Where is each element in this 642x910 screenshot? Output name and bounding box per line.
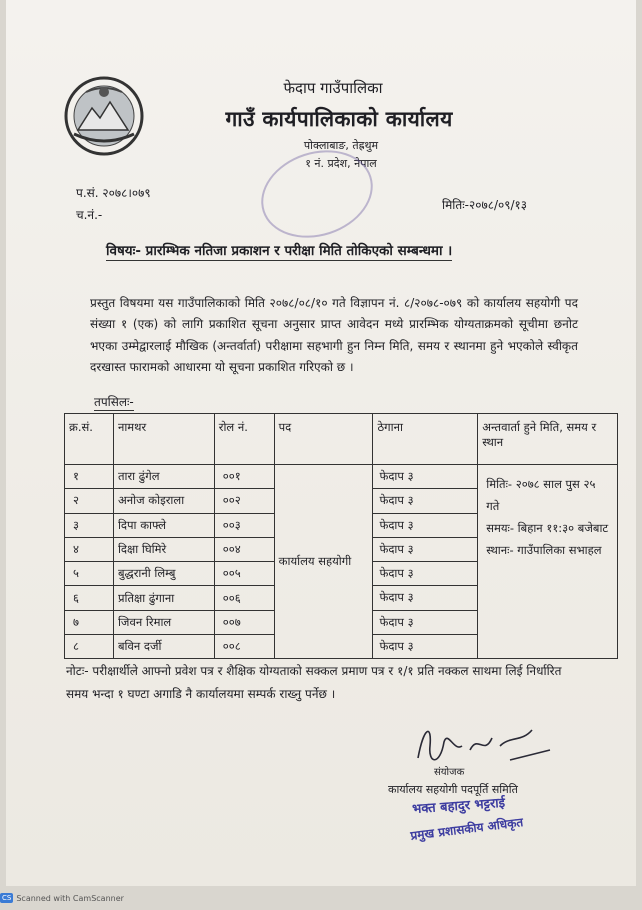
table-row [65, 465, 618, 489]
cell-roll: ००३ [214, 513, 274, 537]
subject-line: विषयः- प्रारम्भिक नतिजा प्रकाशन र परीक्षा मिति तोकिएको सम्बन्धमा । [106, 243, 453, 259]
cell-sn: ८ [65, 635, 114, 659]
cell-roll: ००७ [214, 610, 274, 634]
cell-post: कार्यालय सहयोगी [274, 465, 373, 659]
cell-address: फेदाप ३ [373, 465, 477, 489]
table-header-row [65, 414, 618, 465]
header-schedule: अन्तवार्ता हुने मिति, समय र स्थान [478, 414, 618, 465]
cell-roll: ००२ [214, 489, 274, 513]
letter-date: मितिः-२०७८/०९/१३ [442, 198, 527, 212]
cell-address: फेदाप ३ [373, 538, 477, 562]
cell-name: प्रतिक्षा ढुंगाना [113, 586, 214, 610]
cell-sn: ३ [65, 513, 114, 537]
office-title: गाउँ कार्यपालिकाको कार्यालय [225, 107, 453, 131]
cell-address: फेदाप ३ [373, 489, 477, 513]
office-province: १ नं. प्रदेश, नेपाल [305, 157, 377, 170]
cell-sn: ४ [65, 537, 114, 561]
dispatch-number: च.नं.- [76, 208, 103, 222]
cell-roll: ००६ [214, 586, 274, 610]
reference-number: प.सं. २०७८।०७९ [76, 186, 151, 200]
cell-address: फेदाप ३ [373, 562, 477, 586]
schedule-time: समयः- बिहान ११:३० बजेबाट [486, 521, 609, 535]
body-paragraph: प्रस्तुत विषयमा यस गाउँपालिकाको मिति २०७८/०८/१० गते विज्ञापन नं. ८/२०७८-०७९ को कार्यालय सहयोगी पद संख्या १ (एक) को लागि प्रकाशित सूचना अनुसार प्राप्त आवेदन मध्ये प्रारम्भिक योग्यताक्रमको सूचीमा छनोट भएका उम्मेद्वारलाई मौखिक (अन्तर्वार्ता) परीक्षामा सहभागी हुन निम्न मिति, समय र स्थानमा हुने भएकोले स्वीकृत दरखास्त फारामको आधारमा यो सूचना प्रकाशित गरिएको छ । [90, 296, 578, 375]
cell-sn: १ [65, 465, 114, 489]
document-page [6, 0, 636, 886]
officer-title-stamp: प्रमुख प्रशासकीय अधिकृत [409, 815, 524, 843]
schedule-date: मितिः- २०७८ साल पुस २५ गते [486, 477, 596, 513]
scanner-footer [0, 893, 124, 903]
signature-label: संयोजक [434, 767, 465, 778]
schedule-cell [478, 465, 618, 659]
note-paragraph: नोटः- परीक्षार्थीले आफ्नो प्रवेश पत्र र शैक्षिक योग्यताको सक्कल प्रमाण पत्र र १/१ प्रति नक्कल साथमा लिई निर्धारित समय भन्दा १ घण्टा अगाडि नै कार्यालयमा सम्पर्क राख्नु पर्नेछ । [66, 664, 562, 701]
cell-address: फेदाप ३ [373, 611, 477, 635]
committee-title: कार्यालय सहयोगी पदपूर्ति समिति [388, 783, 518, 796]
cell-address: फेदाप ३ [379, 639, 414, 654]
header-post: पद [274, 414, 373, 465]
header-sn: क्र.सं. [65, 414, 114, 465]
candidate-table [64, 413, 618, 659]
office-stamp [250, 136, 384, 251]
cell-name: दिक्षा घिमिरे [113, 537, 214, 561]
cell-name: बुद्धरानी लिम्बु [113, 562, 214, 586]
header-roll: रोल नं. [214, 414, 274, 465]
cell-roll: ००५ [214, 562, 274, 586]
cell-sn: २ [65, 489, 114, 513]
details-label: तपसिलः- [94, 395, 134, 409]
cell-name: अनोज कोइराला [113, 489, 214, 513]
office-address: पोक्लाबाङ, तेह्रथुम [303, 139, 379, 152]
cell-name: जिवन रिमाल [113, 610, 214, 634]
cell-sn: ५ [65, 562, 114, 586]
signature-image [410, 716, 560, 776]
cell-name: दिपा काफ्ले [113, 513, 214, 537]
cell-name: तारा ढुंगेल [113, 465, 214, 489]
header-address: ठेगाना [373, 414, 478, 465]
cell-name: बविन दर्जी [113, 635, 214, 659]
cell-roll: ००१ [214, 465, 274, 489]
officer-name-stamp: भक्त बहादुर भट्टराई [411, 795, 506, 818]
cell-sn: ७ [65, 610, 114, 634]
header-name: नामथर [113, 414, 214, 465]
scanner-text: Scanned with CamScanner [16, 893, 124, 903]
address-column [373, 465, 478, 659]
cell-roll: ००४ [214, 537, 274, 561]
cell-roll: ००८ [214, 635, 274, 659]
cell-address: फेदाप ३ [373, 514, 477, 538]
cell-address: फेदाप ३ [373, 586, 477, 610]
camscanner-icon: CS [2, 894, 12, 902]
schedule-place: स्थानः- गाउँपालिका सभाहल [486, 543, 602, 557]
cell-sn: ६ [65, 586, 114, 610]
municipality-name: फेदाप गाउँपालिका [283, 79, 383, 97]
